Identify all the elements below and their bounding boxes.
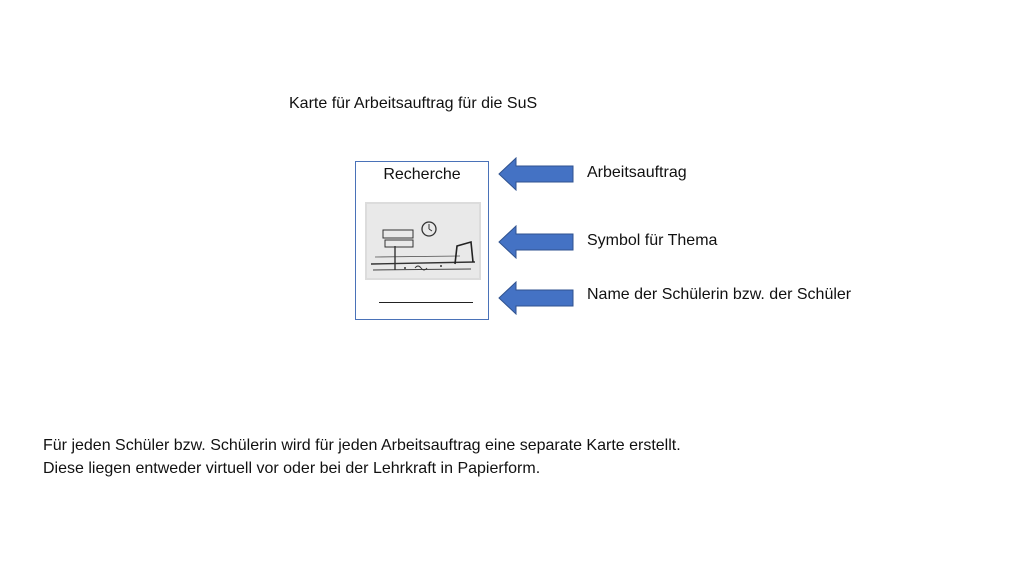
road-sketch-icon	[365, 202, 481, 280]
name-line	[379, 302, 473, 303]
card-title: Recherche	[383, 166, 461, 183]
footer-line-2: Diese liegen entweder virtuell vor oder bei der Lehrkraft in Papierform.	[43, 460, 541, 477]
arrow-left-icon	[498, 225, 574, 259]
footer-text	[43, 434, 681, 480]
label-name: Name der Schülerin bzw. der Schüler	[587, 286, 852, 303]
footer-line-1: Für jeden Schüler bzw. Schülerin wird für jeden Arbeitsauftrag eine separate Karte erstellt.	[43, 437, 681, 454]
label-task: Arbeitsauftrag	[587, 164, 687, 181]
task-card	[355, 161, 489, 320]
arrow-left-icon	[498, 281, 574, 315]
slide-title: Karte für Arbeitsauftrag für die SuS	[289, 95, 538, 112]
arrow-left-icon	[498, 157, 574, 191]
label-symbol: Symbol für Thema	[587, 232, 718, 249]
